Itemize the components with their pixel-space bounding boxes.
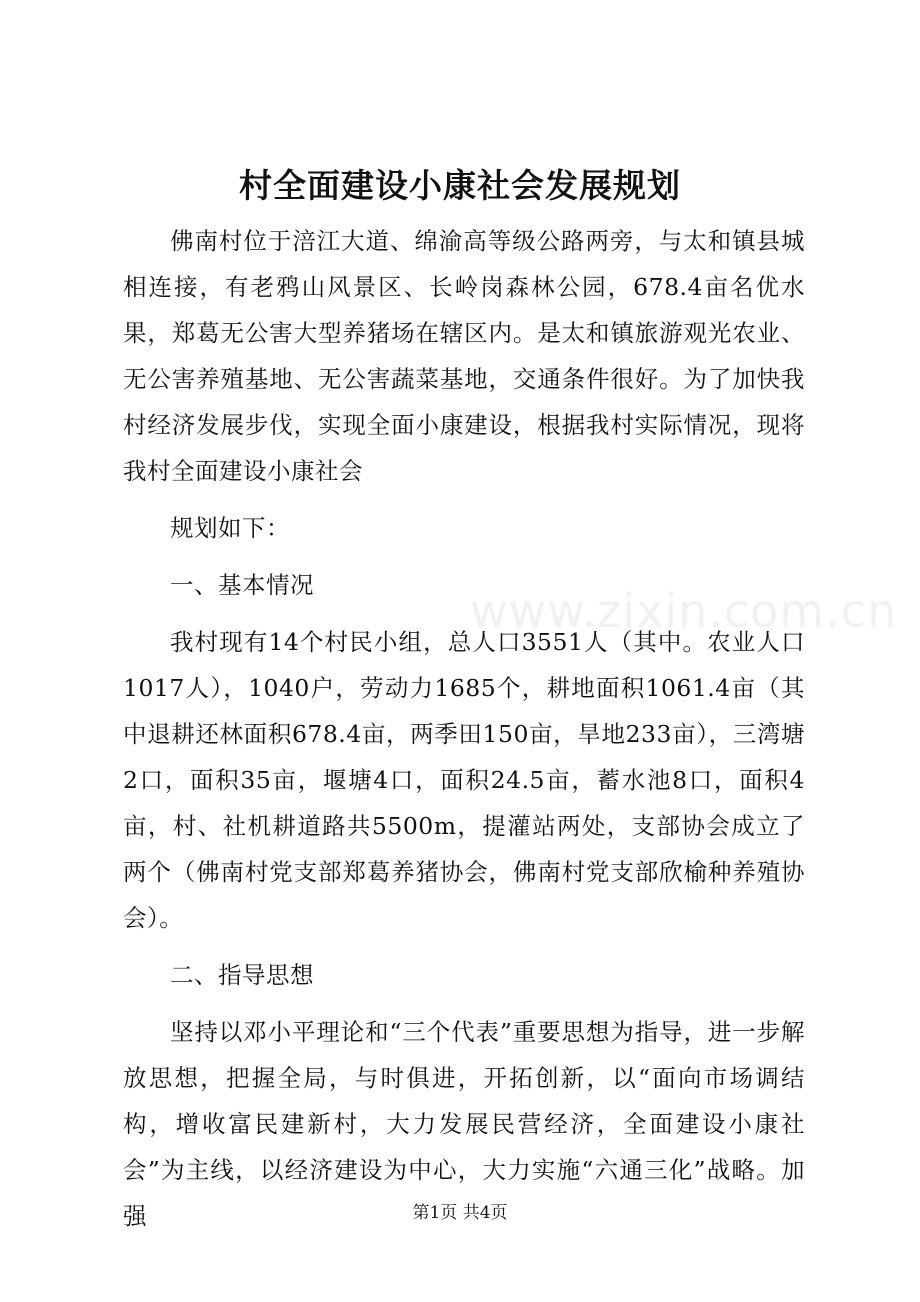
watermark-text: www.zixin.com.cn: [470, 584, 898, 638]
paragraph-plan-lead: 规划如下：: [170, 514, 290, 542]
document-body: [123, 218, 805, 1239]
section-heading-basic: 一、基本情况: [170, 571, 314, 599]
paragraph-guiding-ideology: 坚持以邓小平理论和“三个代表”重要思想为指导，进一步解放思想，把握全局，与时俱进，开拓创新，以“面向市场调结构，增收富民建新村，大力发展民营经济，全面建设小康社会”为主线，以经济建设为中心，大力实施“六通三化”战略。加强: [123, 1018, 805, 1230]
paragraph-basic-situation: 我村现有14个村民小组，总人口3551人（其中。农业人口1017人），1040户，劳动力1685个，耕地面积1061.4亩（其中退耕还林面积678.4亩，两季田150亩，旱地233亩），三湾塘2口，面积35亩，堰塘4口，面积24.5亩，蓄水池8口，面积4亩，村、社机耕道路共5500m，提灌站两处，支部协会成立了两个（佛南村党支部郑葛养猪协会，佛南村党支部欣榆种养殖协会）。: [123, 628, 805, 932]
page-footer: 第1页 共4页: [412, 1203, 508, 1223]
paragraph-intro: 佛南村位于涪江大道、绵渝高等级公路两旁，与太和镇县城相连接，有老鸦山风景区、长岭岗森林公园，678.4亩名优水果，郑葛无公害大型养猪场在辖区内。是太和镇旅游观光农业、无公害养殖基地、无公害蔬菜基地，交通条件很好。为了加快我村经济发展步伐，实现全面小康建设，根据我村实际情况，现将我村全面建设小康社会: [123, 227, 805, 485]
section-heading-guiding: 二、指导思想: [170, 961, 314, 989]
document-title: 村全面建设小康社会发展规划: [239, 166, 681, 205]
